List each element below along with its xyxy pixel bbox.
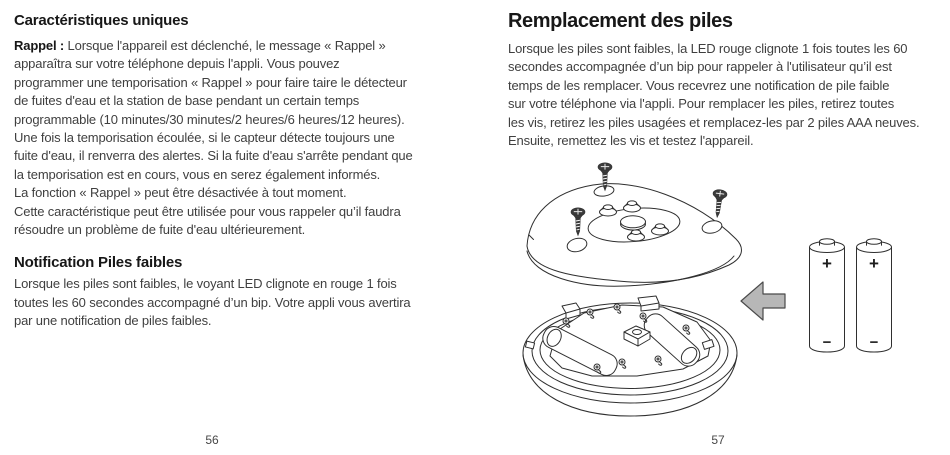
arrow-left-icon — [741, 282, 785, 320]
left-page-column — [14, 12, 413, 331]
battery-replacement-illustration — [500, 155, 945, 433]
paragraph-battery-replacement — [508, 40, 919, 150]
paragraph-line: fuite d'eau, il renverra des alertes. Si la fuite d'eau s'arrête pendant que — [14, 148, 413, 164]
paragraph-line: apparaîtra sur votre téléphone depuis l'appli. Vous pouvez — [14, 56, 340, 72]
page-number-left: 56 — [205, 433, 219, 447]
section-heading-low-battery-notification: Notification Piles faibles — [14, 254, 183, 272]
paragraph-line: Une fois la temporisation écoulée, si le capteur détecte toujours une — [14, 130, 395, 146]
paragraph-line: les vis, retirez les piles usagées et remplacez-les par 2 piles AAA neuves. — [508, 114, 920, 130]
paragraph-line: par une notification de piles faibles. — [14, 313, 212, 329]
paragraph-line: Lorsque les piles sont faibles, le voyant LED clignote en rouge 1 fois — [14, 276, 397, 292]
paragraph-line: Ensuite, remettez les vis et testez l'appareil. — [508, 133, 754, 149]
battery-icon — [857, 239, 892, 352]
device-base — [523, 296, 737, 416]
paragraph-line: secondes accompagnée d’un bip pour rappeler à l'utilisateur qu’il est — [508, 59, 892, 75]
paragraph-line: sur votre téléphone via l'appli. Pour remplacer les piles, retirez toutes — [508, 96, 895, 112]
screw-icon — [710, 189, 727, 218]
battery-icon — [810, 239, 845, 352]
page-number-right: 57 — [711, 433, 725, 447]
paragraph-reminder — [14, 37, 413, 239]
device-top-cover — [527, 184, 741, 287]
paragraph-line: temps de les remplacer. Vous recevrez une notification de pile faible — [508, 77, 890, 93]
right-page-column — [508, 10, 919, 150]
paragraph-line: toutes les 60 secondes accompagné d’un bip. Votre appli vous avertira — [14, 294, 411, 310]
paragraph-line: résoudre un problème de fuite d'eau ultérieurement. — [14, 222, 306, 238]
paragraph-line: Cette caractéristique peut être utilisée pour vous rappeler qu’il faudra — [14, 203, 401, 219]
paragraph-line: programmer une temporisation « Rappel » pour faire taire le détecteur — [14, 74, 407, 90]
page-title-battery-replacement: Remplacement des piles — [508, 10, 733, 32]
paragraph-line: la temporisation est en cours, vous en serez également informés. — [14, 166, 381, 182]
battery-positive-label: + — [822, 254, 832, 273]
battery-negative-label: − — [822, 334, 832, 351]
paragraph-line: La fonction « Rappel » peut être désactivée à tout moment. — [14, 185, 347, 201]
paragraph-line: de fuites d'eau et la station de base pendant un certain temps — [14, 93, 360, 109]
battery-negative-label: − — [869, 334, 879, 351]
paragraph-line: Rappel : Lorsque l'appareil est déclenché, le message « Rappel » — [14, 38, 386, 53]
paragraph-line: Lorsque les piles sont faibles, la LED rouge clignote 1 fois toutes les 60 — [508, 41, 908, 56]
paragraph-low-battery — [14, 275, 413, 330]
section-heading-unique-features: Caractéristiques uniques — [14, 12, 189, 29]
paragraph-line: programmable (10 minutes/30 minutes/2 heures/6 heures/12 heures). — [14, 111, 405, 127]
paragraph-lead: Rappel : — [14, 38, 65, 53]
battery-positive-label: + — [869, 254, 879, 273]
